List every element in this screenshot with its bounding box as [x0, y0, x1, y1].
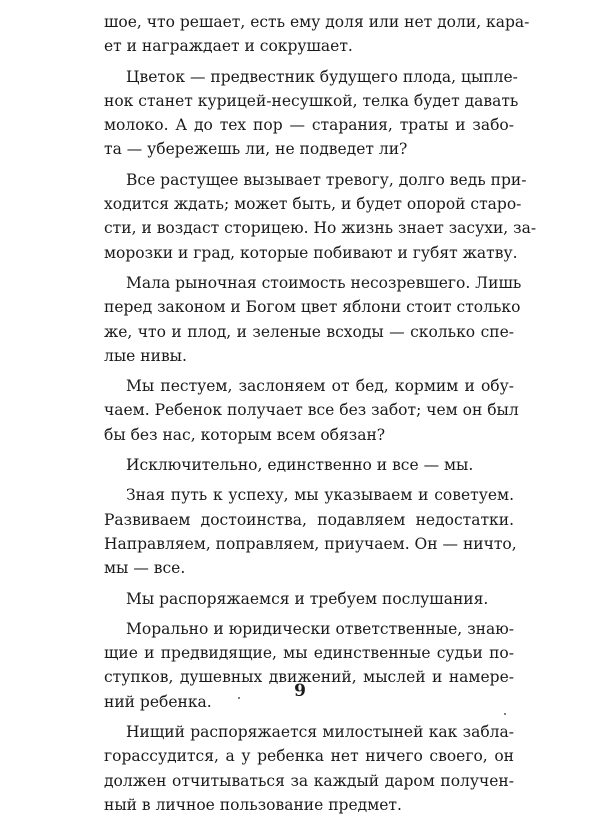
- text-line: Цветок — предвестник будущего плода, цыпле-: [126, 67, 518, 86]
- page-number: 9: [294, 681, 306, 701]
- text-line: Зная путь к успеху, мы указываем и советуем.: [126, 486, 514, 505]
- paragraph: [104, 168, 537, 265]
- text-line: же, что и плод, и зеленые всходы — сколько спе-: [104, 322, 514, 341]
- text-line: должен отчитываться за каждый даром получен-: [104, 771, 514, 790]
- text-line: ет и награждает и сокрушает.: [104, 37, 353, 56]
- paragraph: [104, 271, 522, 368]
- text-line: Морально и юридически ответственные, знаю-: [126, 619, 514, 638]
- print-speck: [238, 697, 240, 699]
- text-line: Нищий распоряжается милостыней как забла-: [126, 723, 514, 742]
- paragraph: [104, 65, 519, 162]
- paragraph: [104, 483, 517, 580]
- paragraph: [104, 587, 514, 611]
- text-line: щие и предвидящие, мы единственные судьи по-: [104, 644, 514, 663]
- text-line: сти, и воздаст сторицею. Но жизнь знает засухи, за-: [104, 219, 537, 238]
- text-line: ходится ждать; может быть, и будет опорой старо-: [104, 195, 522, 214]
- text-line: ступков, душевных движений, мыслей и намере-: [104, 668, 514, 687]
- text-line: Направляем, поправляем, приучаем. Он — ничто,: [104, 534, 517, 553]
- text-line: морозки и град, которые побивают и губят жатву.: [104, 243, 518, 262]
- paragraph: [104, 10, 530, 59]
- text-line: Развиваем достоинства, подавляем недостатки.: [104, 510, 514, 529]
- text-line: Исключительно, единственно и все — мы.: [126, 456, 474, 475]
- text-line: лые нивы.: [104, 346, 187, 365]
- paragraph: [104, 453, 514, 477]
- paragraph: [104, 720, 514, 817]
- text-line: мы — все.: [104, 559, 186, 578]
- text-line: горассудится, а у ребенка нет ничего своего, он: [104, 747, 514, 766]
- text-line: ный в личное пользование предмет.: [104, 795, 402, 814]
- text-line: шое, что решает, есть ему доля или нет доли, кара-: [104, 13, 530, 31]
- text-line: ний ребенка.: [104, 692, 212, 711]
- text-line: нок станет курицей-несушкой, телка будет давать: [104, 91, 519, 110]
- text-line: та — убережешь ли, не подведет ли?: [104, 140, 408, 159]
- paragraph: [104, 374, 519, 447]
- text-line: Мы распоряжаемся и требуем послушания.: [126, 589, 489, 608]
- print-speck: [504, 713, 506, 715]
- text-line: Мала рыночная стоимость несозревшего. Лишь: [126, 273, 522, 292]
- text-line: молоко. А до тех пор — старания, траты и забо-: [104, 116, 514, 135]
- text-line: Все растущее вызывает тревогу, долго ведь при-: [126, 170, 527, 189]
- text-line: чаем. Ребенок получает все без забот; чем он был: [104, 401, 519, 420]
- text-line: бы без нас, которым всем обязан?: [104, 425, 386, 444]
- text-line: Мы пестуем, заслоняем от бед, кормим и обу-: [126, 377, 514, 396]
- text-line: перед законом и Богом цвет яблони стоит столько: [104, 298, 521, 317]
